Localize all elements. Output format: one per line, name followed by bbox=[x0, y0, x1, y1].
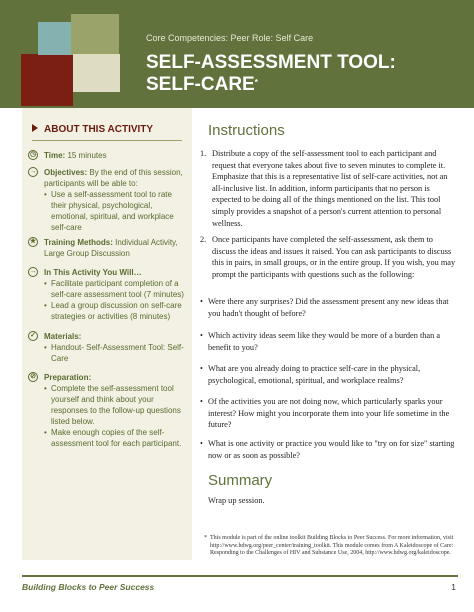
in-activity-item bbox=[28, 267, 188, 322]
prompt-question bbox=[200, 330, 456, 353]
question-text: What are you already doing to practice self-care in the physical, psychological, emotional, spiritual, and workplace realms? bbox=[208, 364, 421, 385]
sidebar-heading-text: ABOUT THIS ACTIVITY bbox=[44, 124, 154, 135]
bullet-dot: • bbox=[200, 364, 203, 373]
clock-icon: ◷ bbox=[29, 151, 37, 158]
page-title-text: SELF-ASSESSMENT TOOL: SELF-CARE bbox=[146, 52, 396, 95]
time-label: Time: bbox=[44, 151, 66, 160]
preparation-item bbox=[28, 372, 188, 449]
triangle-icon bbox=[32, 124, 38, 132]
arrow-icon: → bbox=[29, 268, 37, 275]
decor-square-olive bbox=[71, 14, 119, 55]
preparation-label: Preparation: bbox=[44, 373, 92, 382]
footer-title: Building Blocks to Peer Success bbox=[22, 582, 155, 592]
decor-square-red bbox=[21, 54, 73, 106]
objective-bullet: • Use a self-assessment tool to rate their physical, psychological, emotional, spiritual, and workplace self-care bbox=[44, 189, 188, 233]
bullet-dot: • bbox=[200, 297, 203, 306]
training-text: Individual Activity, Large Group Discussion bbox=[44, 238, 178, 258]
question-text: Were there any surprises? Did the assessment present any new ideas that you hadn't thought of before? bbox=[208, 297, 449, 318]
decor-square-cream bbox=[73, 54, 120, 92]
question-text: Of the activities you are not doing now, which particularly sparks your interest? How might you incorporate them into your life sometime in the future? bbox=[208, 397, 450, 430]
header-banner bbox=[0, 0, 474, 108]
objectives-text: By the end of this session, participants will be able to: bbox=[44, 168, 183, 188]
step-number: 1. bbox=[200, 149, 207, 158]
question-text: What is one activity or practice you would like to "try on for size" starting now or as soon as possible? bbox=[208, 439, 455, 460]
preparation-bullet: • Complete the self-assessment tool yourself and think about your responses to the follow-up questions listed below. bbox=[44, 383, 188, 427]
objectives-item bbox=[28, 167, 188, 233]
preparation-bullet: • Make enough copies of the self-assessment tool for each participant. bbox=[44, 427, 188, 449]
instructions-heading: Instructions bbox=[208, 122, 285, 139]
summary-text: Wrap up session. bbox=[208, 496, 265, 505]
training-label: Training Methods: bbox=[44, 238, 113, 247]
footnote-mark: * bbox=[204, 535, 207, 541]
footer-divider bbox=[22, 575, 458, 577]
prompt-question bbox=[200, 396, 456, 431]
prompt-question bbox=[200, 438, 456, 461]
step-number: 2. bbox=[200, 235, 207, 244]
training-methods-item bbox=[28, 237, 188, 259]
title-footnote-mark: * bbox=[254, 78, 258, 87]
star-icon: ★ bbox=[29, 238, 37, 245]
footnote bbox=[204, 535, 454, 558]
decor-square-teal bbox=[38, 22, 71, 55]
summary-heading: Summary bbox=[208, 472, 273, 489]
step-text: Distribute a copy of the self-assessment tool to each participant and request that everyone takes about five to seven minutes to complete it. Emphasize that this is a representative list of self-care activities, not an all-inclusive list. In addition, inform participants that no person is expected to be doing all of the things mentioned on the list. This tool simply provides a snapshot of a person's current attention to personal wellness. bbox=[212, 149, 448, 228]
materials-bullet: • Handout- Self-Assessment Tool: Self-Care bbox=[44, 342, 188, 364]
sidebar-divider bbox=[32, 140, 182, 141]
objectives-label: Objectives: bbox=[44, 168, 88, 177]
bullet-dot: • bbox=[200, 397, 203, 406]
instruction-step bbox=[200, 234, 458, 280]
bullet-dot: • bbox=[200, 331, 203, 340]
instruction-step bbox=[200, 148, 458, 229]
arrow-icon: → bbox=[29, 168, 37, 175]
prompt-question bbox=[200, 363, 456, 386]
prompt-question bbox=[200, 296, 456, 319]
sidebar-heading bbox=[32, 124, 153, 135]
page-title bbox=[146, 52, 436, 96]
time-item bbox=[28, 150, 188, 161]
footnote-text: This module is part of the online toolkit Building Blocks to Peer Success. For more information, visit http://www.hdwg.org/peer_center/training_toolkit. This module comes from A Kaleidoscope of Care: Responding to the Challenges of HIV and Substance Use, 2004, http://www.hdwg.org/kaleidoscope. bbox=[210, 535, 454, 557]
bullet-dot: • bbox=[200, 439, 203, 448]
activity-bullet: • Facilitate participant completion of a self-care assessment tool (7 minutes) bbox=[44, 278, 188, 300]
time-value: 15 minutes bbox=[67, 151, 107, 160]
about-activity-sidebar bbox=[22, 108, 192, 560]
page-number: 1 bbox=[451, 582, 456, 592]
activity-bullet: • Lead a group discussion on self-care strategies or activities (8 minutes) bbox=[44, 300, 188, 322]
materials-item bbox=[28, 331, 188, 364]
materials-label: Materials: bbox=[44, 332, 82, 341]
no-icon: ⊘ bbox=[28, 372, 38, 382]
in-activity-label: In This Activity You Will… bbox=[44, 268, 142, 277]
question-text: Which activity ideas seem like they would be more of a burden than a benefit to you? bbox=[208, 331, 441, 352]
header-kicker: Core Competencies: Peer Role: Self Care bbox=[146, 33, 314, 43]
step-text: Once participants have completed the self-assessment, ask them to discuss the ideas and issues it raised. You can ask participants to discuss this in pairs, in small groups, or in the entire group. If you wish, you may prompt the participants with questions such as the following: bbox=[212, 235, 456, 279]
check-icon: ✓ bbox=[28, 331, 38, 341]
